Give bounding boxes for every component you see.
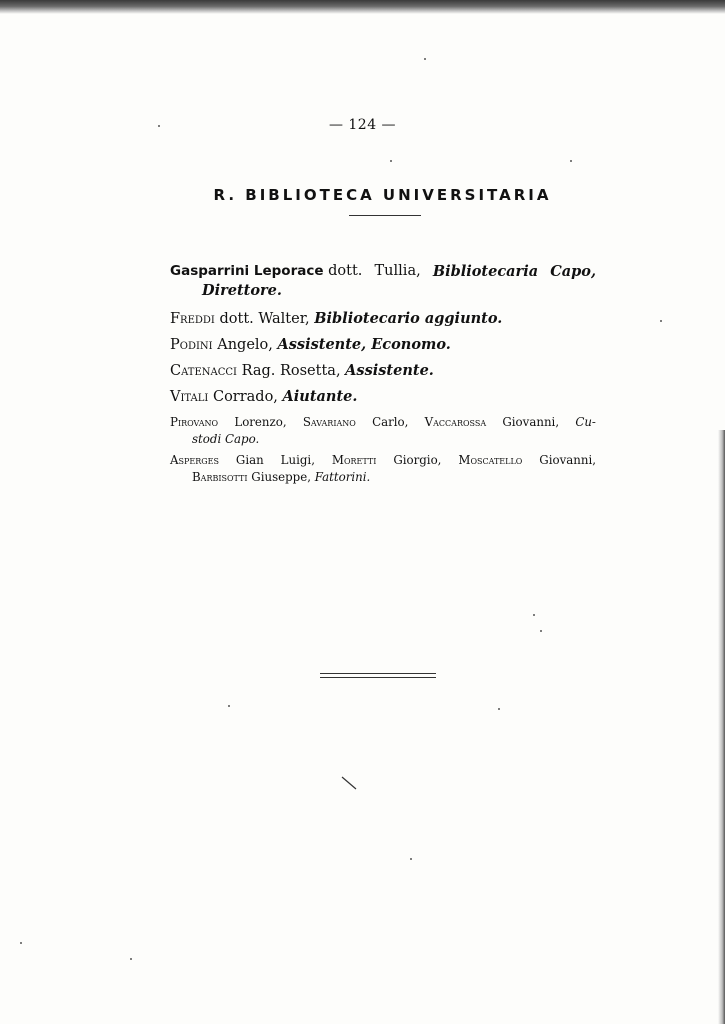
staff-role: Fattorini. bbox=[314, 470, 371, 484]
staff-entry bbox=[170, 262, 596, 300]
staff-role: Bibliotecaria bbox=[432, 263, 539, 280]
staff-entry bbox=[170, 335, 596, 355]
staff-name: Savariano bbox=[302, 415, 356, 429]
staff-name: Freddi bbox=[170, 311, 215, 327]
scan-speck bbox=[410, 858, 412, 860]
staff-entry bbox=[170, 309, 596, 329]
entry-line bbox=[170, 262, 596, 281]
staff-role-continued: Direttore. bbox=[202, 282, 282, 299]
staff-entry bbox=[170, 387, 596, 407]
scan-speck bbox=[424, 58, 426, 60]
staff-entry bbox=[170, 414, 596, 448]
staff-first-name: Giovanni, bbox=[539, 453, 596, 467]
staff-role: Assistente, Economo. bbox=[277, 336, 451, 353]
staff-details: Corrado, bbox=[208, 389, 283, 405]
entry-line bbox=[170, 452, 596, 469]
page-number: — 124 — bbox=[328, 117, 397, 133]
title-rule bbox=[349, 215, 421, 216]
scan-speck bbox=[390, 160, 392, 162]
staff-role: Bibliotecario aggiunto. bbox=[314, 310, 503, 327]
staff-name: Podini bbox=[170, 337, 213, 353]
staff-name: Vaccarossa bbox=[424, 415, 487, 429]
scan-speck bbox=[20, 942, 22, 944]
staff-details: dott. Walter, bbox=[214, 311, 315, 327]
staff-title: dott. bbox=[323, 263, 363, 279]
staff-first-name: Carlo, bbox=[372, 415, 409, 429]
staff-first-name: Luigi, bbox=[280, 453, 315, 467]
staff-name: Vitali bbox=[170, 389, 209, 405]
scan-speck bbox=[158, 125, 160, 127]
page-title: R. BIBLIOTECA UNIVERSITARIA bbox=[213, 186, 552, 204]
staff-role: Aiutante. bbox=[282, 388, 358, 405]
staff-details: Giuseppe, bbox=[247, 470, 315, 484]
scan-top-edge bbox=[0, 0, 725, 14]
staff-first-name: Giorgio, bbox=[393, 453, 442, 467]
staff-entry bbox=[170, 452, 596, 486]
staff-name: Moretti bbox=[331, 453, 377, 467]
scan-speck bbox=[660, 320, 662, 322]
staff-first-name: Giovanni, bbox=[502, 415, 560, 429]
entry-line-continued bbox=[170, 469, 596, 486]
staff-name: Moscatello bbox=[458, 453, 523, 467]
staff-role: Capo, bbox=[550, 263, 596, 280]
staff-list bbox=[170, 262, 596, 486]
staff-first-name: Lorenzo, bbox=[234, 415, 287, 429]
scan-right-edge bbox=[718, 430, 725, 1024]
staff-details: Angelo, bbox=[212, 337, 278, 353]
scan-speck bbox=[228, 705, 230, 707]
staff-entry bbox=[170, 361, 596, 381]
staff-role-continued: stodi Capo. bbox=[192, 432, 260, 446]
staff-name: Pirovano bbox=[170, 415, 219, 429]
scan-speck bbox=[570, 160, 572, 162]
staff-name: Barbisotti bbox=[192, 470, 248, 484]
staff-details: Rag. Rosetta, bbox=[236, 363, 346, 379]
scan-speck bbox=[130, 958, 132, 960]
staff-first-name: Tullia, bbox=[374, 263, 421, 279]
entry-line bbox=[170, 414, 596, 431]
staff-first-name: Gian bbox=[235, 453, 264, 467]
staff-role: Cu- bbox=[575, 415, 596, 429]
staff-role: Assistente. bbox=[345, 362, 434, 379]
scan-speck bbox=[533, 614, 535, 616]
staff-name: Gasparrini Leporace bbox=[170, 263, 324, 279]
end-rule bbox=[320, 673, 436, 678]
scan-speck bbox=[540, 630, 542, 632]
scan-mark bbox=[340, 775, 360, 791]
scan-speck bbox=[498, 708, 500, 710]
staff-name: Catenacci bbox=[170, 363, 237, 379]
staff-name: Asperges bbox=[170, 453, 219, 467]
